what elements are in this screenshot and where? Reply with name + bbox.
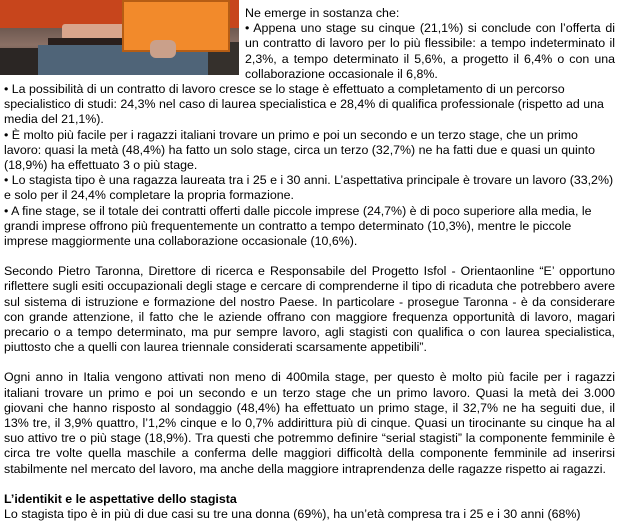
lead-block: [245, 6, 615, 82]
section-heading: L’identikit e le aspettative dello stagista: [4, 491, 237, 506]
article-photo: [0, 0, 239, 75]
photo-crowd-left: [0, 48, 40, 75]
lead-bullet: • Appena uno stage su cinque (21,1%) si conclude con l’offerta di un contratto di lavoro per lo più flessibile: a tempo indeterminato il 2,3%, a tempo determinato il 5,6%, a progetto il 6,4% o con una collaborazione occasionale il 6,8%.: [245, 21, 615, 81]
bullet-typical-intern: • Lo stagista tipo è una ragazza laureata tra i 25 e i 30 anni. L’aspettativa principale è trovare un lavoro (33,2%) e solo per il 24,4% completare la propria formazione.: [4, 173, 614, 203]
bullet-company-size: • A fine stage, se il totale dei contratti offerti dalle piccole imprese (24,7%) è di poco superiore alla media, le grandi imprese offrono più frequentemente un contratto a tempo determinato (10,3%), mentre le piccole imprese maggiormente una collaborazione occasionale (10,6%).: [4, 203, 592, 249]
photo-protest-sign: [122, 0, 230, 52]
section-text: Lo stagista tipo è in più di due casi su tre una donna (69%), ha un’età compresa tra i 25 e i 30 anni (68%): [4, 507, 581, 522]
paragraph-taronna: Secondo Pietro Taronna, Direttore di ricerca e Responsabile del Progetto Isfol - Orientaonline “E’ opportuno riflettere sugli esiti occupazionali degli stage e cercare di comprenderne il tipo di ricaduta che potrebbero avere sul sistema di istruzione e formazione del nostro Paese. In particolare - prosegue Taronna - è da considerare con grande attenzione, il fatto che le aziende offrano con maggiore frequenza opportunità di lavoro, magari precario o a tempo determinato, ma pur sempre lavoro, agli stagisti con qualifica o con laurea specialistica, piuttosto che a quelli con laurea triennale considerati scarsamente appetibili”.: [4, 264, 615, 355]
article-body: [4, 82, 615, 522]
photo-hand: [150, 40, 176, 58]
bullet-more-stages: • È molto più facile per i ragazzi italiani trovare un primo e poi un secondo e un terzo stage, che un primo lavoro: quasi la metà (48,4%) ha fatto un solo stage, circa un terzo (32,7%) ne ha fatti due e quasi un quinto (18,9%) ha effettuato 3 o più stage.: [4, 127, 595, 173]
bullet-contract-specialization: • La possibilità di un contratto di lavoro cresce se lo stage è effettuato a completamento di un percorso specialistico di studi: 24,3% nel caso di laurea specialistica e 28,4% di qualifica professionale (rispetto ad una media del 21,1%).: [4, 82, 604, 127]
paragraph-stats: Ogni anno in Italia vengono attivati non meno di 400mila stage, per questo è molto più facile per i ragazzi italiani trovare un primo e poi un secondo e un terzo stage che un primo lavoro. Quasi la metà dei 3.000 giovani che hanno risposto al sondaggio (48,4%) ha effettuato un primo stage, il 32,7% ne ha seguiti due, il 13% tre, il 3,9% quattro, l’1,2% cinque e lo 0,7% addirittura più di cinque. Quasi un tirocinante su cinque ha al suo attivo tre o più stage (18,9%). Tra questi che potremmo definire “serial stagisti” la componente femminile è circa tre volte quella maschile a conferma delle maggiori difficoltà della componente femminile ad inserirsi stabilmente nel mercato del lavoro, ma anche della maggiore intraprendenza delle ragazze rispetto ai ragazzi.: [4, 370, 615, 476]
lead-intro: Ne emerge in sostanza che:: [245, 6, 400, 20]
